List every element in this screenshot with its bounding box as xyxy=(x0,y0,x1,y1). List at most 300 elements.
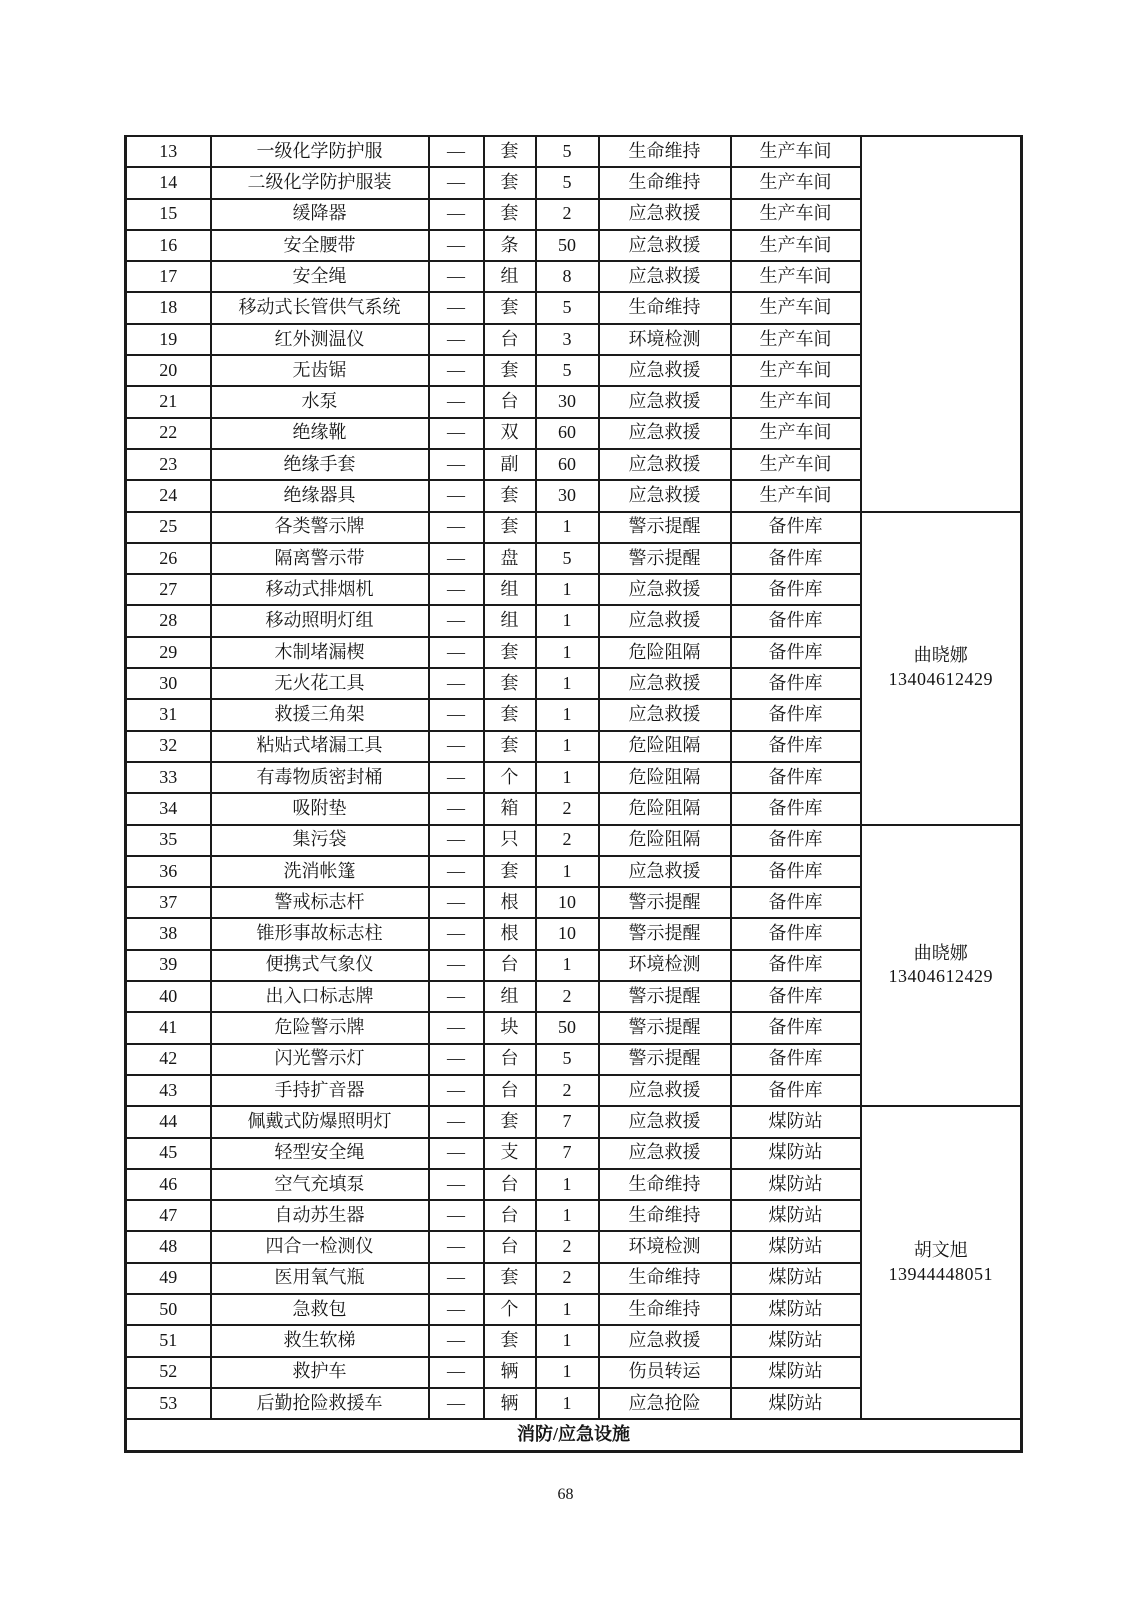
cell-spec: — xyxy=(429,1169,484,1200)
cell-no: 28 xyxy=(126,605,211,636)
cell-purpose: 应急救援 xyxy=(599,261,731,292)
cell-qty: 1 xyxy=(536,574,599,605)
cell-spec: — xyxy=(429,1075,484,1106)
cell-name: 木制堵漏楔 xyxy=(211,637,429,668)
cell-purpose: 应急救援 xyxy=(599,418,731,449)
cell-purpose: 伤员转运 xyxy=(599,1357,731,1388)
cell-qty: 5 xyxy=(536,167,599,198)
table-row xyxy=(126,825,1022,856)
cell-name: 缓降器 xyxy=(211,199,429,230)
cell-no: 23 xyxy=(126,449,211,480)
cell-no: 50 xyxy=(126,1294,211,1325)
cell-location: 备件库 xyxy=(731,668,861,699)
cell-no: 53 xyxy=(126,1388,211,1419)
contact-phone: 13404612429 xyxy=(888,669,993,690)
cell-spec: — xyxy=(429,574,484,605)
cell-name: 轻型安全绳 xyxy=(211,1138,429,1169)
cell-spec: — xyxy=(429,981,484,1012)
cell-location: 生产车间 xyxy=(731,261,861,292)
cell-location: 煤防站 xyxy=(731,1325,861,1356)
cell-location: 备件库 xyxy=(731,1044,861,1075)
cell-unit: 组 xyxy=(484,261,536,292)
cell-purpose: 应急救援 xyxy=(599,230,731,261)
cell-qty: 50 xyxy=(536,1012,599,1043)
cell-no: 14 xyxy=(126,167,211,198)
cell-unit: 台 xyxy=(484,950,536,981)
cell-name: 四合一检测仪 xyxy=(211,1231,429,1262)
table-row xyxy=(126,1106,1022,1137)
cell-location: 生产车间 xyxy=(731,449,861,480)
cell-spec: — xyxy=(429,825,484,856)
cell-spec: — xyxy=(429,512,484,543)
cell-spec: — xyxy=(429,261,484,292)
contact-name: 曲晓娜 xyxy=(913,942,968,963)
cell-unit: 只 xyxy=(484,825,536,856)
cell-purpose: 环境检测 xyxy=(599,324,731,355)
cell-name: 闪光警示灯 xyxy=(211,1044,429,1075)
cell-spec: — xyxy=(429,793,484,824)
cell-location: 备件库 xyxy=(731,887,861,918)
contact-name: 曲晓娜 xyxy=(913,645,968,666)
cell-purpose: 警示提醒 xyxy=(599,1012,731,1043)
cell-name: 救护车 xyxy=(211,1357,429,1388)
cell-purpose: 应急救援 xyxy=(599,1325,731,1356)
cell-spec: — xyxy=(429,918,484,949)
cell-no: 46 xyxy=(126,1169,211,1200)
cell-qty: 3 xyxy=(536,324,599,355)
cell-qty: 8 xyxy=(536,261,599,292)
table-row xyxy=(126,136,1022,167)
cell-spec: — xyxy=(429,887,484,918)
cell-no: 41 xyxy=(126,1012,211,1043)
cell-spec: — xyxy=(429,480,484,511)
cell-qty: 30 xyxy=(536,480,599,511)
cell-unit: 副 xyxy=(484,449,536,480)
cell-name: 洗消帐篷 xyxy=(211,856,429,887)
cell-spec: — xyxy=(429,605,484,636)
cell-unit: 套 xyxy=(484,512,536,543)
cell-no: 19 xyxy=(126,324,211,355)
cell-no: 45 xyxy=(126,1138,211,1169)
cell-location: 备件库 xyxy=(731,793,861,824)
cell-spec: — xyxy=(429,637,484,668)
cell-spec: — xyxy=(429,355,484,386)
cell-name: 移动式长管供气系统 xyxy=(211,292,429,323)
cell-no: 47 xyxy=(126,1200,211,1231)
cell-purpose: 应急救援 xyxy=(599,1138,731,1169)
cell-qty: 1 xyxy=(536,856,599,887)
cell-no: 17 xyxy=(126,261,211,292)
cell-location: 备件库 xyxy=(731,1012,861,1043)
cell-location: 生产车间 xyxy=(731,418,861,449)
cell-purpose: 应急救援 xyxy=(599,574,731,605)
cell-unit: 套 xyxy=(484,355,536,386)
cell-unit: 套 xyxy=(484,199,536,230)
cell-location: 备件库 xyxy=(731,950,861,981)
cell-unit: 套 xyxy=(484,637,536,668)
cell-name: 救生软梯 xyxy=(211,1325,429,1356)
cell-location: 煤防站 xyxy=(731,1231,861,1262)
cell-qty: 1 xyxy=(536,1169,599,1200)
cell-spec: — xyxy=(429,386,484,417)
page-number: 68 xyxy=(557,1486,574,1503)
cell-name: 无齿锯 xyxy=(211,355,429,386)
cell-unit: 箱 xyxy=(484,793,536,824)
cell-purpose: 生命维持 xyxy=(599,1169,731,1200)
cell-name: 一级化学防护服 xyxy=(211,136,429,167)
cell-spec: — xyxy=(429,1138,484,1169)
cell-no: 25 xyxy=(126,512,211,543)
cell-purpose: 警示提醒 xyxy=(599,918,731,949)
cell-location: 备件库 xyxy=(731,918,861,949)
cell-qty: 1 xyxy=(536,512,599,543)
cell-qty: 2 xyxy=(536,1263,599,1294)
cell-qty: 1 xyxy=(536,637,599,668)
cell-qty: 10 xyxy=(536,918,599,949)
cell-purpose: 生命维持 xyxy=(599,1263,731,1294)
cell-unit: 套 xyxy=(484,856,536,887)
cell-name: 无火花工具 xyxy=(211,668,429,699)
cell-purpose: 应急救援 xyxy=(599,699,731,730)
cell-qty: 1 xyxy=(536,699,599,730)
cell-unit: 辆 xyxy=(484,1388,536,1419)
cell-no: 15 xyxy=(126,199,211,230)
section-footer-label: 消防/应急设施 xyxy=(126,1419,1022,1451)
cell-purpose: 警示提醒 xyxy=(599,1044,731,1075)
cell-location: 备件库 xyxy=(731,574,861,605)
cell-no: 49 xyxy=(126,1263,211,1294)
cell-unit: 双 xyxy=(484,418,536,449)
cell-qty: 10 xyxy=(536,887,599,918)
cell-name: 医用氧气瓶 xyxy=(211,1263,429,1294)
cell-no: 33 xyxy=(126,762,211,793)
cell-name: 救援三角架 xyxy=(211,699,429,730)
cell-spec: — xyxy=(429,167,484,198)
cell-qty: 7 xyxy=(536,1106,599,1137)
cell-qty: 1 xyxy=(536,605,599,636)
cell-purpose: 危险阻隔 xyxy=(599,825,731,856)
cell-name: 二级化学防护服装 xyxy=(211,167,429,198)
cell-spec: — xyxy=(429,1106,484,1137)
cell-location: 生产车间 xyxy=(731,355,861,386)
cell-spec: — xyxy=(429,292,484,323)
cell-no: 34 xyxy=(126,793,211,824)
cell-purpose: 生命维持 xyxy=(599,1200,731,1231)
cell-location: 煤防站 xyxy=(731,1263,861,1294)
cell-no: 27 xyxy=(126,574,211,605)
cell-unit: 套 xyxy=(484,699,536,730)
cell-name: 集污袋 xyxy=(211,825,429,856)
cell-name: 移动式排烟机 xyxy=(211,574,429,605)
cell-spec: — xyxy=(429,1200,484,1231)
cell-unit: 套 xyxy=(484,668,536,699)
cell-qty: 1 xyxy=(536,668,599,699)
cell-unit: 套 xyxy=(484,1106,536,1137)
cell-name: 绝缘靴 xyxy=(211,418,429,449)
cell-location: 备件库 xyxy=(731,512,861,543)
cell-spec: — xyxy=(429,1325,484,1356)
cell-qty: 60 xyxy=(536,449,599,480)
cell-no: 29 xyxy=(126,637,211,668)
contact-phone: 13944448051 xyxy=(888,1263,993,1284)
cell-qty: 2 xyxy=(536,199,599,230)
cell-qty: 2 xyxy=(536,793,599,824)
contact-cell xyxy=(861,1106,1022,1419)
cell-no: 16 xyxy=(126,230,211,261)
cell-spec: — xyxy=(429,762,484,793)
cell-no: 52 xyxy=(126,1357,211,1388)
cell-purpose: 警示提醒 xyxy=(599,981,731,1012)
cell-name: 自动苏生器 xyxy=(211,1200,429,1231)
cell-location: 备件库 xyxy=(731,762,861,793)
cell-location: 煤防站 xyxy=(731,1106,861,1137)
cell-no: 22 xyxy=(126,418,211,449)
cell-unit: 组 xyxy=(484,981,536,1012)
cell-name: 绝缘手套 xyxy=(211,449,429,480)
cell-qty: 5 xyxy=(536,1044,599,1075)
cell-purpose: 应急救援 xyxy=(599,668,731,699)
cell-location: 备件库 xyxy=(731,731,861,762)
cell-purpose: 应急救援 xyxy=(599,199,731,230)
cell-purpose: 警示提醒 xyxy=(599,887,731,918)
cell-unit: 个 xyxy=(484,762,536,793)
cell-purpose: 危险阻隔 xyxy=(599,793,731,824)
cell-spec: — xyxy=(429,449,484,480)
cell-unit: 组 xyxy=(484,574,536,605)
contact-cell xyxy=(861,825,1022,1107)
cell-spec: — xyxy=(429,543,484,574)
cell-spec: — xyxy=(429,230,484,261)
equipment-table-footer xyxy=(126,1419,1022,1451)
cell-name: 吸附垫 xyxy=(211,793,429,824)
cell-spec: — xyxy=(429,1231,484,1262)
cell-qty: 1 xyxy=(536,762,599,793)
cell-location: 煤防站 xyxy=(731,1357,861,1388)
cell-no: 21 xyxy=(126,386,211,417)
cell-unit: 块 xyxy=(484,1012,536,1043)
cell-unit: 台 xyxy=(484,324,536,355)
cell-name: 危险警示牌 xyxy=(211,1012,429,1043)
cell-qty: 2 xyxy=(536,981,599,1012)
cell-no: 20 xyxy=(126,355,211,386)
cell-qty: 2 xyxy=(536,1075,599,1106)
cell-unit: 套 xyxy=(484,480,536,511)
contact-cell xyxy=(861,512,1022,825)
cell-spec: — xyxy=(429,418,484,449)
cell-location: 备件库 xyxy=(731,605,861,636)
cell-name: 粘贴式堵漏工具 xyxy=(211,731,429,762)
cell-no: 37 xyxy=(126,887,211,918)
cell-unit: 条 xyxy=(484,230,536,261)
cell-location: 煤防站 xyxy=(731,1294,861,1325)
cell-no: 35 xyxy=(126,825,211,856)
cell-location: 生产车间 xyxy=(731,230,861,261)
cell-unit: 套 xyxy=(484,136,536,167)
cell-name: 锥形事故标志柱 xyxy=(211,918,429,949)
cell-spec: — xyxy=(429,1012,484,1043)
cell-purpose: 应急抢险 xyxy=(599,1388,731,1419)
cell-qty: 1 xyxy=(536,950,599,981)
cell-unit: 套 xyxy=(484,292,536,323)
cell-no: 42 xyxy=(126,1044,211,1075)
cell-purpose: 生命维持 xyxy=(599,1294,731,1325)
cell-unit: 台 xyxy=(484,1075,536,1106)
cell-spec: — xyxy=(429,199,484,230)
cell-no: 38 xyxy=(126,918,211,949)
cell-no: 18 xyxy=(126,292,211,323)
cell-no: 39 xyxy=(126,950,211,981)
cell-spec: — xyxy=(429,1263,484,1294)
cell-unit: 台 xyxy=(484,1044,536,1075)
cell-spec: — xyxy=(429,699,484,730)
cell-location: 备件库 xyxy=(731,699,861,730)
cell-unit: 支 xyxy=(484,1138,536,1169)
cell-no: 31 xyxy=(126,699,211,730)
cell-qty: 5 xyxy=(536,355,599,386)
contact-name: 胡文旭 xyxy=(913,1239,968,1260)
cell-no: 26 xyxy=(126,543,211,574)
cell-unit: 个 xyxy=(484,1294,536,1325)
cell-spec: — xyxy=(429,1044,484,1075)
cell-qty: 50 xyxy=(536,230,599,261)
cell-purpose: 应急救援 xyxy=(599,605,731,636)
cell-no: 44 xyxy=(126,1106,211,1137)
cell-no: 32 xyxy=(126,731,211,762)
cell-qty: 60 xyxy=(536,418,599,449)
cell-unit: 台 xyxy=(484,1231,536,1262)
cell-spec: — xyxy=(429,136,484,167)
cell-purpose: 应急救援 xyxy=(599,856,731,887)
cell-name: 隔离警示带 xyxy=(211,543,429,574)
cell-name: 移动照明灯组 xyxy=(211,605,429,636)
cell-purpose: 环境检测 xyxy=(599,1231,731,1262)
cell-name: 急救包 xyxy=(211,1294,429,1325)
cell-location: 备件库 xyxy=(731,637,861,668)
cell-unit: 台 xyxy=(484,1169,536,1200)
cell-purpose: 生命维持 xyxy=(599,167,731,198)
cell-location: 煤防站 xyxy=(731,1200,861,1231)
equipment-table xyxy=(124,135,1023,1453)
cell-no: 24 xyxy=(126,480,211,511)
cell-purpose: 警示提醒 xyxy=(599,512,731,543)
cell-unit: 套 xyxy=(484,1263,536,1294)
cell-no: 40 xyxy=(126,981,211,1012)
cell-unit: 套 xyxy=(484,731,536,762)
cell-location: 生产车间 xyxy=(731,136,861,167)
cell-name: 有毒物质密封桶 xyxy=(211,762,429,793)
cell-name: 安全腰带 xyxy=(211,230,429,261)
cell-purpose: 警示提醒 xyxy=(599,543,731,574)
cell-qty: 5 xyxy=(536,543,599,574)
cell-purpose: 应急救援 xyxy=(599,1106,731,1137)
cell-location: 备件库 xyxy=(731,1075,861,1106)
cell-qty: 1 xyxy=(536,1357,599,1388)
cell-unit: 盘 xyxy=(484,543,536,574)
cell-purpose: 应急救援 xyxy=(599,386,731,417)
cell-purpose: 应急救援 xyxy=(599,1075,731,1106)
cell-location: 备件库 xyxy=(731,543,861,574)
cell-no: 48 xyxy=(126,1231,211,1262)
cell-qty: 1 xyxy=(536,1200,599,1231)
cell-location: 生产车间 xyxy=(731,324,861,355)
cell-purpose: 应急救援 xyxy=(599,480,731,511)
cell-name: 红外测温仪 xyxy=(211,324,429,355)
cell-purpose: 危险阻隔 xyxy=(599,637,731,668)
cell-name: 绝缘器具 xyxy=(211,480,429,511)
contact-cell xyxy=(861,136,1022,512)
cell-spec: — xyxy=(429,1294,484,1325)
cell-unit: 套 xyxy=(484,1325,536,1356)
cell-qty: 2 xyxy=(536,825,599,856)
cell-location: 煤防站 xyxy=(731,1138,861,1169)
cell-location: 备件库 xyxy=(731,825,861,856)
cell-spec: — xyxy=(429,324,484,355)
cell-qty: 5 xyxy=(536,292,599,323)
cell-location: 生产车间 xyxy=(731,292,861,323)
cell-no: 30 xyxy=(126,668,211,699)
cell-name: 安全绳 xyxy=(211,261,429,292)
cell-purpose: 危险阻隔 xyxy=(599,762,731,793)
cell-name: 手持扩音器 xyxy=(211,1075,429,1106)
equipment-table-body xyxy=(126,136,1022,1419)
cell-name: 水泵 xyxy=(211,386,429,417)
cell-location: 备件库 xyxy=(731,981,861,1012)
cell-qty: 1 xyxy=(536,731,599,762)
cell-purpose: 危险阻隔 xyxy=(599,731,731,762)
cell-spec: — xyxy=(429,1388,484,1419)
cell-no: 43 xyxy=(126,1075,211,1106)
cell-spec: — xyxy=(429,731,484,762)
cell-name: 后勤抢险救援车 xyxy=(211,1388,429,1419)
cell-location: 备件库 xyxy=(731,856,861,887)
cell-qty: 7 xyxy=(536,1138,599,1169)
cell-location: 生产车间 xyxy=(731,386,861,417)
cell-unit: 根 xyxy=(484,887,536,918)
cell-name: 警戒标志杆 xyxy=(211,887,429,918)
cell-purpose: 应急救援 xyxy=(599,355,731,386)
cell-purpose: 生命维持 xyxy=(599,136,731,167)
cell-location: 煤防站 xyxy=(731,1388,861,1419)
cell-qty: 2 xyxy=(536,1231,599,1262)
cell-no: 36 xyxy=(126,856,211,887)
cell-unit: 套 xyxy=(484,167,536,198)
cell-purpose: 生命维持 xyxy=(599,292,731,323)
cell-location: 生产车间 xyxy=(731,199,861,230)
cell-spec: — xyxy=(429,856,484,887)
cell-location: 生产车间 xyxy=(731,167,861,198)
cell-unit: 辆 xyxy=(484,1357,536,1388)
cell-name: 便携式气象仪 xyxy=(211,950,429,981)
cell-unit: 台 xyxy=(484,386,536,417)
cell-unit: 组 xyxy=(484,605,536,636)
cell-purpose: 应急救援 xyxy=(599,449,731,480)
cell-unit: 根 xyxy=(484,918,536,949)
cell-spec: — xyxy=(429,1357,484,1388)
cell-purpose: 环境检测 xyxy=(599,950,731,981)
cell-qty: 1 xyxy=(536,1388,599,1419)
table-row xyxy=(126,512,1022,543)
cell-unit: 台 xyxy=(484,1200,536,1231)
cell-qty: 1 xyxy=(536,1325,599,1356)
cell-spec: — xyxy=(429,668,484,699)
cell-qty: 5 xyxy=(536,136,599,167)
cell-location: 生产车间 xyxy=(731,480,861,511)
contact-phone: 13404612429 xyxy=(888,966,993,987)
cell-name: 各类警示牌 xyxy=(211,512,429,543)
cell-name: 佩戴式防爆照明灯 xyxy=(211,1106,429,1137)
cell-no: 13 xyxy=(126,136,211,167)
cell-name: 出入口标志牌 xyxy=(211,981,429,1012)
